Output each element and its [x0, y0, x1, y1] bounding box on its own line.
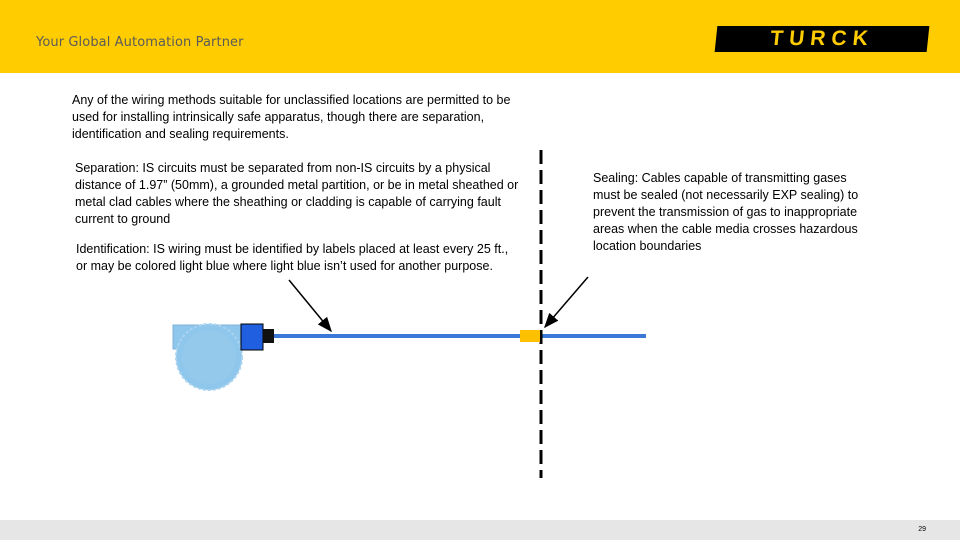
seal-icon — [520, 330, 540, 342]
identification-arrow — [289, 280, 331, 331]
tagline: Your Global Automation Partner — [36, 35, 244, 50]
identification-text: Identification: IS wiring must be identified by labels placed at least every 25 ft., or may be colored light blue where light blue isn’t used for another purpose. — [76, 242, 509, 273]
sealing-text: Sealing: Cables capable of transmitting gases must be sealed (not necessarily EXP sealing) to prevent the transmission of gas to inappropriate areas when the cable media crosses hazardous location boundaries — [593, 171, 859, 253]
page-number: 29 — [918, 526, 926, 533]
separation-text: Separation: IS circuits must be separated from non-IS circuits by a physical distance of 1.97” (50mm), a grounded metal partition, or be in metal sheathed or metal clad cables where the sheathing or cladding is capable of carrying fault current to ground — [75, 161, 519, 226]
footer-bar — [0, 520, 960, 540]
sealing-arrow — [545, 277, 588, 327]
connector-icon — [241, 324, 263, 350]
cable-gland-icon — [263, 329, 274, 343]
transmitter-device-icon — [173, 324, 242, 390]
turck-logo: TURCK — [715, 26, 930, 52]
intro-text: Any of the wiring methods suitable for unclassified locations are permitted to be used for installing intrinsically safe apparatus, though there are separation, identification and sealing requirements. — [72, 93, 511, 141]
